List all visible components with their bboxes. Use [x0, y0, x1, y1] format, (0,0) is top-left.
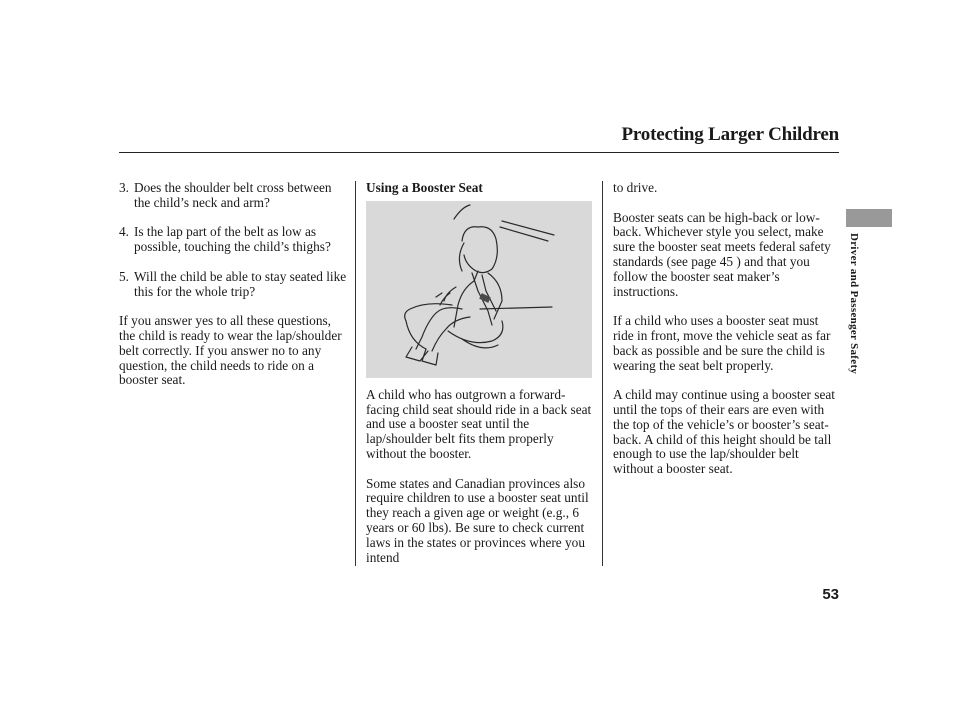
- column-divider-2: [602, 181, 603, 566]
- body-paragraph: If a child who uses a booster seat must ride in front, move the vehicle seat as far back as possible and be sure the child is wearing the seat belt properly.: [613, 313, 831, 373]
- column-2: [366, 181, 594, 580]
- body-paragraph: to drive.: [613, 180, 658, 195]
- section-heading: Using a Booster Seat: [366, 180, 483, 195]
- list-item-number: 4.: [119, 224, 129, 240]
- body-paragraph: A child who has outgrown a forward-facing child seat should ride in a back seat and use a booster seat until the lap/shoulder belt fits them properly without the booster.: [366, 386, 592, 461]
- list-item-number: 3.: [119, 180, 129, 195]
- list-item: [119, 225, 347, 255]
- header-rule: [119, 152, 839, 153]
- page-title: Protecting Larger Children: [621, 124, 839, 145]
- summary-paragraph: If you answer yes to all these questions, the child is ready to wear the lap/shoulder belt correctly. If you answer no to any question, the child needs to ride on a booster seat.: [119, 313, 342, 388]
- page-number: 53: [822, 586, 839, 603]
- list-item: [119, 181, 347, 211]
- body-paragraph: Booster seats can be high-back or low-back. Whichever style you select, make sure the booster seat meets federal safety standards (see page 45 ) and that you follow the booster seat maker’s instructions.: [613, 209, 831, 299]
- list-item-text: Does the shoulder belt cross between the child’s neck and arm?: [134, 180, 332, 210]
- list-item: [119, 270, 347, 300]
- column-divider-1: [355, 181, 356, 566]
- section-tab-label: Driver and Passenger Safety: [848, 233, 860, 375]
- column-3: [613, 181, 841, 492]
- list-item-text: Will the child be able to stay seated like this for the whole trip?: [134, 268, 347, 299]
- body-paragraph: Some states and Canadian provinces also require children to use a booster seat until they reach a given age or weight (e.g., 6 years or 60 lbs). Be sure to check current laws in the states or provinces where you intend: [366, 475, 589, 565]
- list-item-number: 5.: [119, 268, 129, 284]
- booster-seat-illustration: [366, 201, 592, 378]
- body-paragraph: A child may continue using a booster seat until the tops of their ears are even with the top of the vehicle’s or booster’s seat-back. A child of this height should be tall enough to use the lap/shoulder belt without a booster seat.: [613, 387, 835, 477]
- section-tab: [846, 209, 892, 227]
- column-1: [119, 181, 347, 403]
- list-item-text: Is the lap part of the belt as low as possible, touching the child’s thighs?: [134, 224, 331, 255]
